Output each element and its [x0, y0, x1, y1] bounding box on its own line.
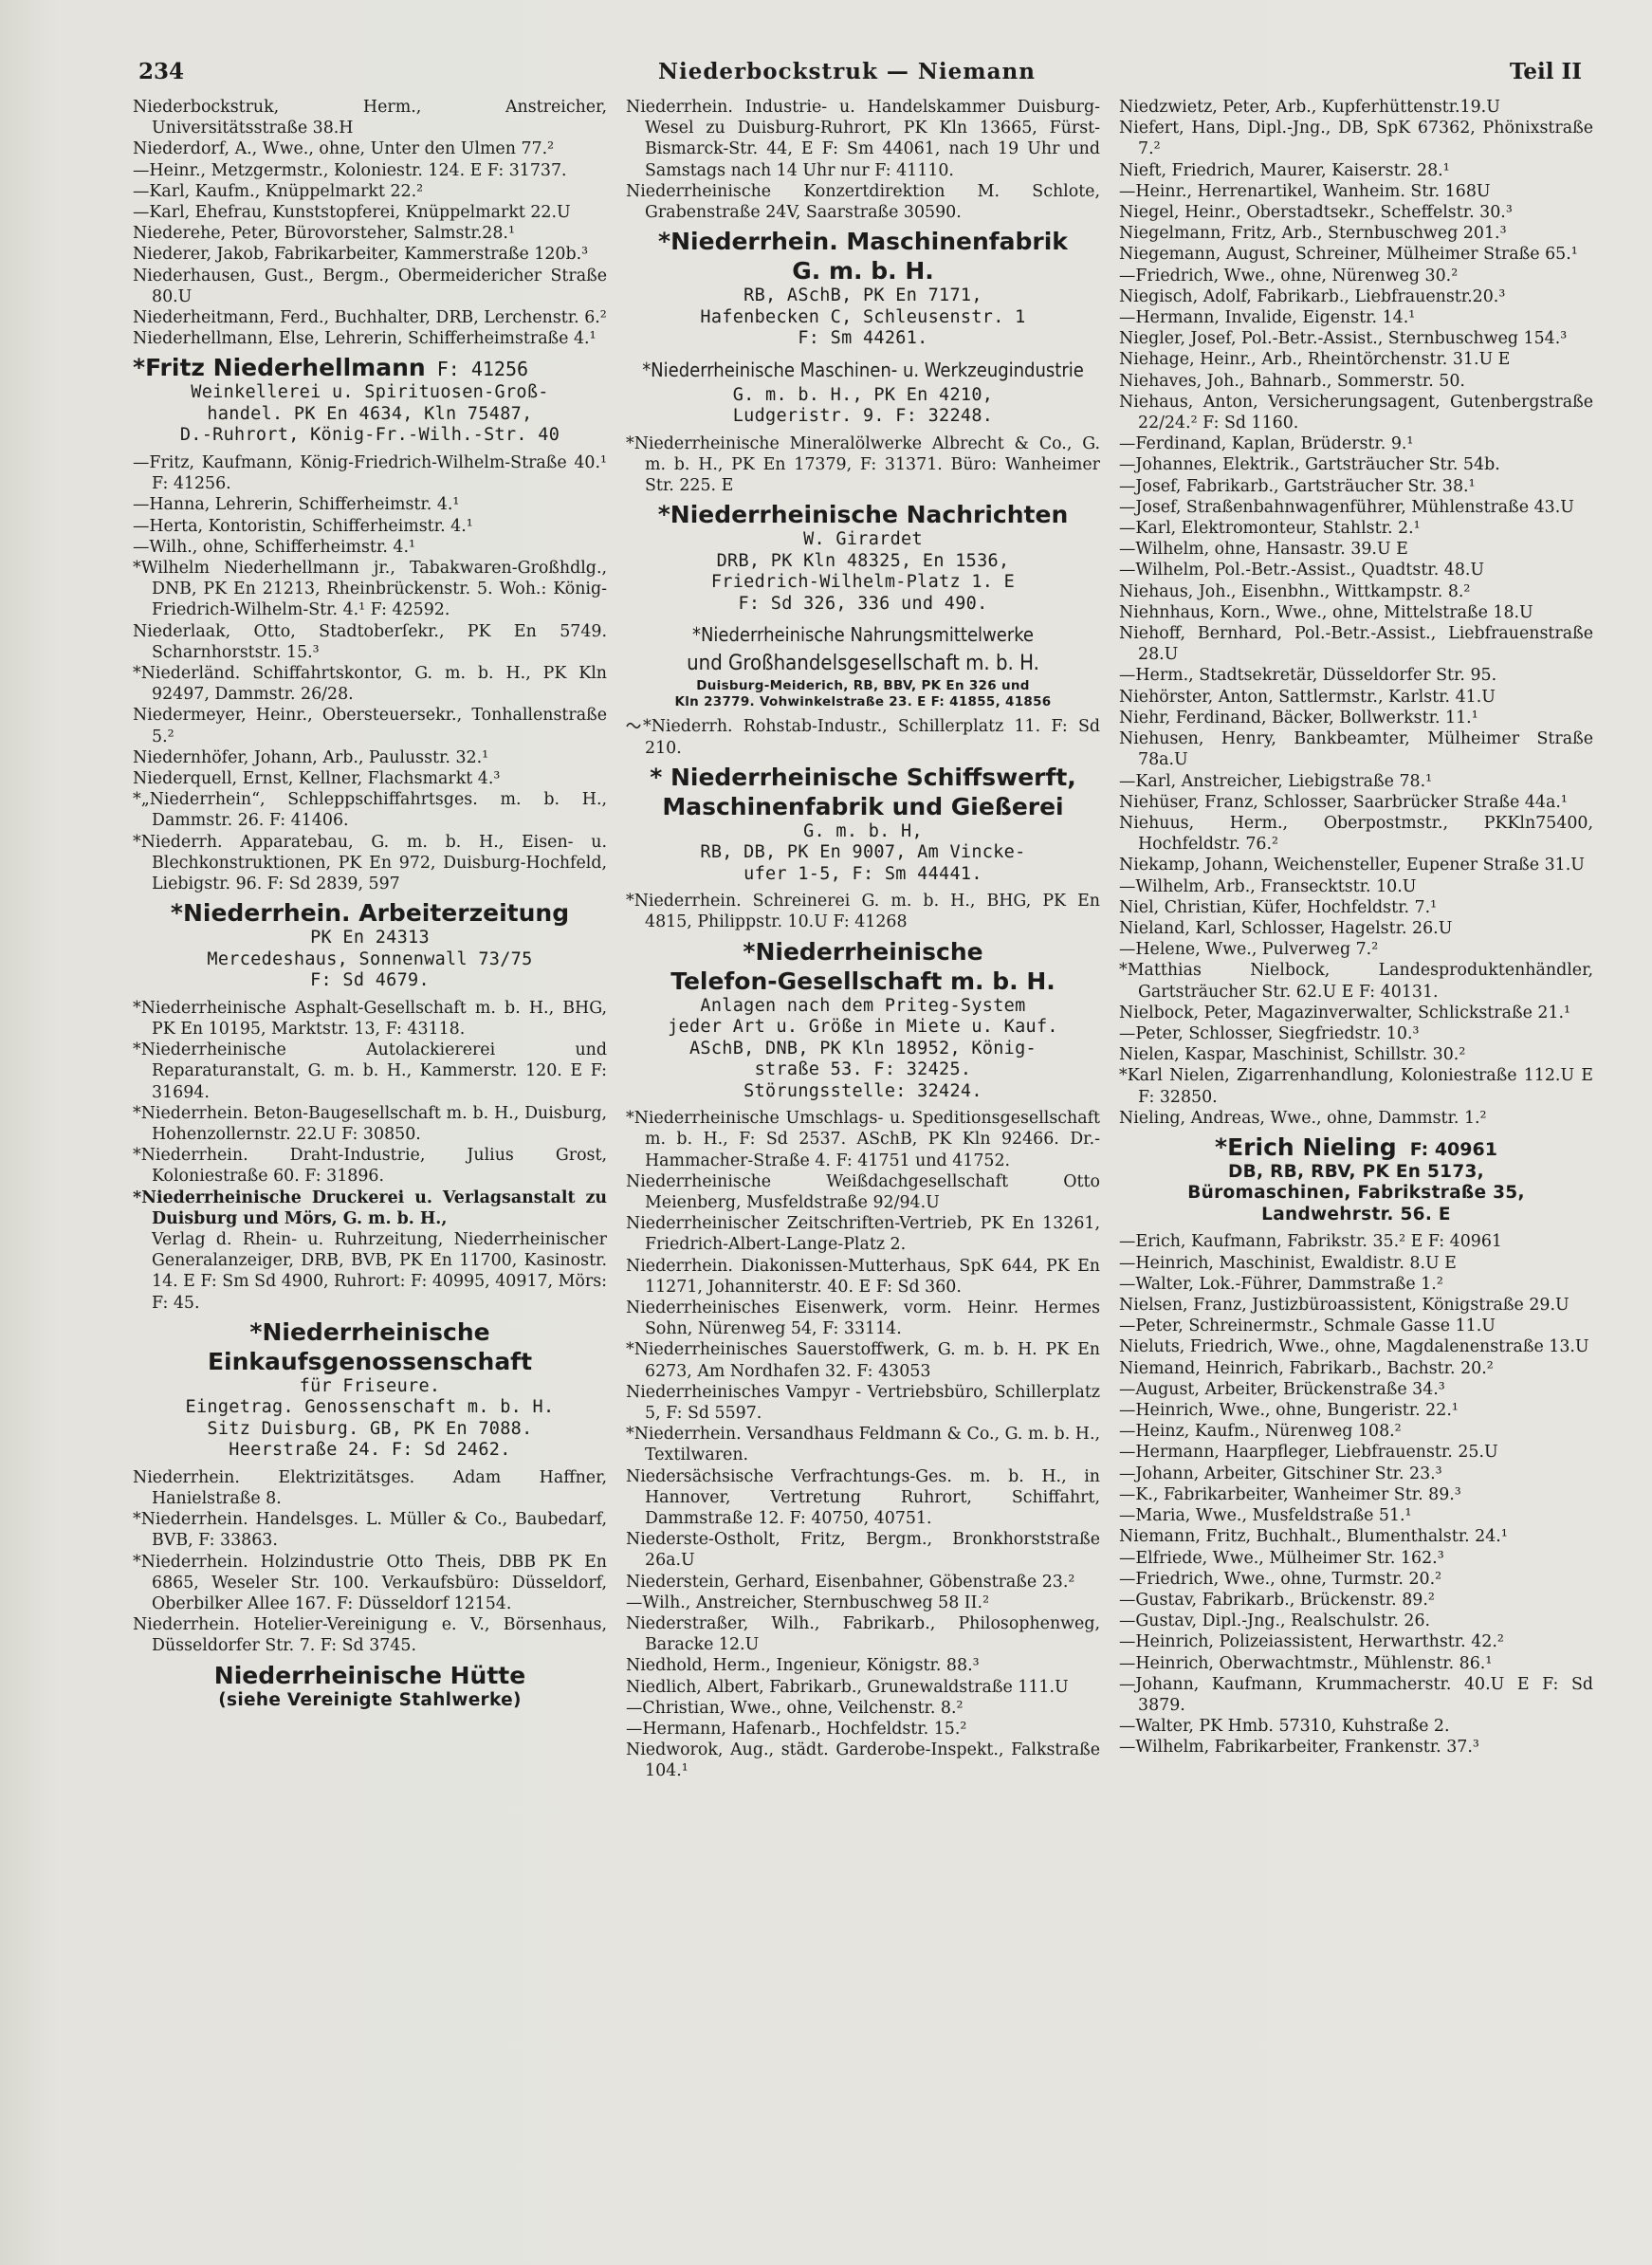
list-item: —Christian, Wwe., ohne, Veilchenstr. 8.² — [626, 1698, 964, 1718]
ad-line: für Friseure. — [299, 1375, 441, 1396]
list-item: Nieling, Andreas, Wwe., ohne, Dammstr. 1.² — [1119, 1108, 1487, 1128]
list-item: Niehaves, Joh., Bahnarb., Sommerstr. 50. — [1119, 371, 1465, 391]
list-item: —Walter, Lok.-Führer, Dammstraße 1.² — [1119, 1274, 1443, 1294]
list-item: Niegelmann, Fritz, Arb., Sternbuschweg 201.³ — [1119, 224, 1507, 244]
list-item: Nieft, Friedrich, Maurer, Kaiserstr. 28.¹ — [1119, 160, 1450, 180]
ad-title: *Niederrheinische Maschinen- u. Werkzeugindustrie — [642, 358, 1084, 381]
ad-title: Niederrheinische Hütte — [213, 1661, 526, 1689]
list-item: *Niederrheinisches Sauerstoffwerk, G. m. b. H. PK En 6273, Am Nordhafen 32. F: 43053 — [626, 1340, 1100, 1381]
list-item: —Peter, Schreinermstr., Schmale Gasse 11.U — [1119, 1317, 1496, 1336]
list-item: Nielsen, Franz, Justizbüroassistent, Königstraße 29.U — [1119, 1296, 1569, 1316]
ad-line: Duisburg-Meiderich, RB, BBV, PK En 326 und — [696, 678, 1030, 694]
ad-line: Hafenbecken C, Schleusenstr. 1 — [700, 306, 1026, 327]
list-item: Niederstein, Gerhard, Eisenbahner, Göbenstraße 23.² — [626, 1572, 1075, 1592]
ad-line: F: Sd 4679. — [310, 970, 430, 991]
ad-title: *Niederrheinische Nahrungsmittelwerke — [691, 623, 1035, 647]
ad-title: und Großhandelsgesellschaft m. b. H. — [687, 652, 1039, 676]
list-item: —Wilh., Anstreicher, Sternbuschweg 58 II.² — [626, 1593, 990, 1612]
list-item: Niegisch, Adolf, Fabrikarb., Liebfrauenstr.20.³ — [1119, 286, 1506, 306]
ad-line: (siehe Vereinigte Stahlwerke) — [218, 1689, 522, 1710]
list-item: Niehusen, Henry, Bankbeamter, Mülheimer Straße 78a.U — [1119, 729, 1593, 770]
ad-line: Anlagen nach dem Priteg-System — [700, 995, 1026, 1016]
list-item: Niederbockstruk, Herm., Anstreicher, Universitätsstraße 38.H — [133, 98, 607, 138]
ad-line: Eingetrag. Genossenschaft m. b. H. — [185, 1397, 555, 1418]
list-item: Niederquell, Ernst, Kellner, Flachsmarkt 4.³ — [133, 768, 501, 788]
ad-line: Störungsstelle: 32424. — [743, 1080, 982, 1101]
ad-line: Landwehrstr. 56. E — [1261, 1204, 1451, 1225]
list-item: Niel, Christian, Küfer, Hochfeldstr. 7.¹ — [1119, 897, 1438, 917]
list-item: —August, Arbeiter, Brückenstraße 34.³ — [1119, 1379, 1445, 1399]
list-item: *Karl Nielen, Zigarrenhandlung, Koloniestraße 112.U E F: 32850. — [1119, 1066, 1593, 1107]
list-item: Niehaus, Joh., Eisenbhn., Wittkampstr. 8.² — [1119, 581, 1471, 601]
list-item: Niegel, Heinr., Oberstadtsekr., Scheffelstr. 30.³ — [1119, 203, 1513, 223]
ad-line: Kln 23779. Vohwinkelstraße 23. E F: 41855, 41856 — [674, 694, 1052, 710]
list-item: Niederehe, Peter, Bürovorsteher, Salmstr.28.¹ — [133, 224, 515, 244]
ad-line: ufer 1-5, F: Sm 44441. — [743, 863, 982, 884]
list-item: Verlag d. Rhein- u. Ruhrzeitung, Niederrheinischer Generalanzeiger, DRB, BVB, PK En 11700, Kasinostr. 14. E F: Sm Sd 4900, Ruhrort: F: 40995, 40917, Mörs: F: 45. — [152, 1229, 607, 1313]
list-item: Nieland, Karl, Schlosser, Hagelstr. 26.U — [1119, 918, 1453, 938]
advertisement — [626, 227, 1100, 350]
list-item: Niederrheinisches Vampyr - Vertriebsbüro, Schillerplatz 5, F: Sd 5597. — [626, 1382, 1100, 1423]
column-3 — [1119, 97, 1593, 2231]
ad-line: Friedrich-Wilhelm-Platz 1. E — [710, 572, 1016, 593]
ad-line: straße 53. F: 32425. — [754, 1059, 972, 1080]
advertisement — [626, 763, 1100, 886]
advertisement — [133, 1317, 607, 1462]
ad-title: Einkaufsgenossenschaft — [207, 1347, 533, 1375]
ad-title: *Niederrheinische — [249, 1317, 490, 1346]
list-item: *Niederrhein. Draht-Industrie, Julius Grost, Koloniestraße 60. F: 31896. — [133, 1146, 607, 1187]
list-item: —Karl, Kaufm., Knüppelmarkt 22.² — [133, 181, 424, 201]
list-item: —Wilhelm, ohne, Hansastr. 39.U E — [1119, 540, 1408, 560]
list-item: Niehr, Ferdinand, Bäcker, Bollwerkstr. 11.¹ — [1119, 708, 1478, 727]
page-header — [133, 59, 1595, 97]
list-item: Niedhold, Herm., Ingenieur, Königstr. 88.³ — [626, 1656, 980, 1676]
list-item: Niederrheinischer Zeitschriften-Vertrieb, PK En 13261, Friedrich-Albert-Lange-Platz 2. — [626, 1214, 1100, 1255]
ad-line: jeder Art u. Größe in Miete u. Kauf. — [668, 1017, 1058, 1038]
list-item: Niedzwietz, Peter, Arb., Kupferhüttenstr.19.U — [1119, 98, 1500, 117]
list-item: —Heinrich, Wwe., ohne, Bungeristr. 22.¹ — [1119, 1401, 1459, 1421]
ad-line: Ludgeristr. 9. F: 32248. — [732, 406, 994, 427]
list-item: *Wilhelm Niederhellmann jr., Tabakwaren-Großhdlg., DNB, PK En 21213, Rheinbrückenstr. 5. Woh.: König-Friedrich-Wilhelm-Str. 4.¹ F: 42592. — [133, 558, 607, 620]
ad-title: *Niederrheinische — [743, 937, 983, 966]
ad-title: *Erich Nieling — [1215, 1132, 1397, 1161]
ad-title: *Niederrhein. Maschinenfabrik — [658, 228, 1068, 256]
list-item: —Heinr., Metzgermstr., Koloniestr. 124. E F: 31737. — [133, 160, 567, 180]
ad-title: Maschinenfabrik und Gießerei — [662, 792, 1064, 820]
list-item: Niekamp, Johann, Weichensteller, Eupener Straße 31.U — [1119, 856, 1585, 875]
list-item: Niederlaak, Otto, Stadtoberſekr., PK En 5749. Scharnhorststr. 15.³ — [133, 621, 607, 662]
list-item: *Niederrhein. Handelsges. L. Müller & Co., Baubedarf, BVB, F: 33863. — [133, 1510, 607, 1551]
list-item: —Gustav, Dipl.-Jng., Realschulstr. 26. — [1119, 1611, 1431, 1631]
list-item: *Niederrhein. Holzindustrie Otto Theis, DBB PK En 6865, Weseler Str. 100. Verkaufsbüro: Düsseldorf, Oberbilker Allee 167. F: Düsseldorf 12154. — [133, 1552, 607, 1613]
ad-line: RB, DB, PK En 9007, Am Vincke- — [700, 842, 1026, 863]
list-item: *Niederrheinische Umschlags- u. Speditionsgesellschaft m. b. H., F: Sd 2537. ASchB, PK Kln 92466. Dr.-Hammacher-Straße 4. F: 41751 und 41752. — [626, 1109, 1100, 1170]
list-item: —Karl, Anstreicher, Liebigstraße 78.¹ — [1119, 771, 1433, 791]
list-item: *Niederrheinische Asphalt-Gesellschaft m. b. H., BHG, PK En 10195, Marktstr. 13, F: 43118. — [133, 998, 607, 1039]
list-item: *Niederrhein. Schreinerei G. m. b. H., BHG, PK En 4815, Philippstr. 10.U F: 41268 — [626, 892, 1100, 932]
list-item: —Ferdinand, Kaplan, Brüderstr. 9.¹ — [1119, 434, 1414, 454]
advertisement — [626, 356, 1100, 428]
ad-title: *Niederrhein. Arbeiterzeitung — [170, 899, 570, 928]
list-item: Niedworok, Aug., städt. Garderobe-Inspekt., Falkstraße 104.¹ — [626, 1740, 1100, 1781]
ad-title: *Fritz Niederhellmann — [133, 354, 426, 382]
advertisement — [133, 898, 607, 992]
list-item: *Niederrheinische Mineralölwerke Albrecht & Co., G. m. b. H., PK En 17379, F: 31371. Büro: Wanheimer Str. 225. E — [626, 433, 1100, 496]
list-item: Niederrhein. Elektrizitätsges. Adam Haffner, Hanielstraße 8. — [133, 1467, 607, 1508]
list-item: —Walter, PK Hmb. 57310, Kuhstraße 2. — [1119, 1717, 1450, 1737]
list-item: —Gustav, Fabrikarb., Brückenstr. 89.² — [1119, 1590, 1435, 1610]
list-item: Niefert, Hans, Dipl.-Jng., DB, SpK 67362, Phönixstraße 7.² — [1119, 119, 1593, 159]
list-item: —K., Fabrikarbeiter, Wanheimer Str. 89.³ — [1119, 1484, 1461, 1504]
list-item: —Friedrich, Wwe., ohne, Turmstr. 20.² — [1119, 1569, 1442, 1589]
list-item: Niehuus, Herm., Oberpostmstr., PKKln75400, Hochfeldstr. 76.² — [1119, 813, 1593, 855]
list-item: —Heinrich, Maschinist, Ewaldistr. 8.U E — [1119, 1253, 1457, 1273]
ad-line: DB, RB, RBV, PK En 5173, — [1227, 1161, 1485, 1182]
list-item: Niemand, Heinrich, Fabrikarb., Bachstr. 20.² — [1119, 1358, 1494, 1378]
list-item: *Niederrhein. Versandhaus Feldmann & Co., G. m. b. H., Textilwaren. — [626, 1425, 1100, 1465]
list-item: *Niederrheinische Druckerei u. Verlagsanstalt zu Duisburg und Mörs, G. m. b. H., — [133, 1188, 607, 1228]
list-item: Niederrhein. Industrie- u. Handelskammer Duisburg-Wesel zu Duisburg-Ruhrort, PK Kln 13665, Fürst-Bismarck-Str. 44, E F: Sm 44061, nach 19 Uhr und Samstags nach 14 Uhr nur F: 41110. — [626, 98, 1100, 180]
list-item: *Niederländ. Schiffahrtskontor, G. m. b. H., PK Kln 92497, Dammstr. 26/28. — [133, 663, 607, 705]
list-item: —Heinrich, Oberwachtmstr., Mühlenstr. 86.¹ — [1119, 1653, 1493, 1673]
ad-line: G. m. b. H, — [803, 820, 923, 841]
ad-line: G. m. b. H., PK En 4210, — [732, 384, 994, 405]
list-item: —Karl, Ehefrau, Kunststopferei, Knüppelmarkt 22.U — [133, 203, 571, 223]
list-item: Niederdorf, A., Wwe., ohne, Unter den Ulmen 77.² — [133, 139, 555, 159]
list-item: —Fritz, Kaufmann, König-Friedrich-Wilhelm-Straße 40.¹ F: 41256. — [133, 452, 607, 494]
list-item: —Heinrich, Polizeiassistent, Herwarthstr. 42.² — [1119, 1632, 1504, 1652]
ad-title: G. m. b. H. — [792, 257, 934, 285]
ad-phone: F: 41256 — [436, 358, 529, 381]
ad-line: Heerstraße 24. F: Sd 2462. — [229, 1440, 511, 1461]
list-item — [626, 716, 1100, 758]
columns — [133, 97, 1595, 2231]
list-item: Niemann, Fritz, Buchhalt., Blumenthalstr. 24.¹ — [1119, 1527, 1508, 1547]
ad-line: RB, ASchB, PK En 7171, — [743, 285, 982, 306]
ad-line: Mercedeshaus, Sonnenwall 73/75 — [207, 948, 533, 969]
list-item: —Herta, Kontoristin, Schifferheimstr. 4.¹ — [133, 516, 473, 536]
ad-title: * Niederrheinische Schiffswerft, — [650, 763, 1076, 791]
ad-phone: F: 40961 — [1409, 1138, 1497, 1160]
list-item: Niehaus, Anton, Versicherungsagent, Gutenbergstraße 22/24.² F: Sd 1160. — [1119, 392, 1593, 433]
list-item: Niegler, Josef, Pol.-Betr.-Assist., Sternbuschweg 154.³ — [1119, 329, 1568, 349]
list-item: —Karl, Elektromonteur, Stahlstr. 2.¹ — [1119, 519, 1421, 539]
list-item-text: *Niederrh. Rohstab-Industr., Schillerplatz 11. F: Sd 210. — [643, 717, 1100, 758]
ad-line: Büromaschinen, Fabrikstraße 35, — [1187, 1183, 1525, 1204]
list-item: Niederrheinische Weißdachgesellschaft Otto Meienberg, Musfeldstraße 92/94.U — [626, 1171, 1100, 1212]
list-item: Niegemann, August, Schreiner, Mülheimer Straße 65.¹ — [1119, 245, 1578, 265]
list-item: —Wilhelm, Pol.-Betr.-Assist., Quadtstr. 48.U — [1119, 561, 1485, 580]
list-item: —Heinr., Herrenartikel, Wanheim. Str. 168U — [1119, 181, 1491, 201]
list-item: Nielen, Kaspar, Maschinist, Schillstr. 30.² — [1119, 1045, 1466, 1065]
list-item: Nieluts, Friedrich, Wwe., ohne, Magdalenenstraße 13.U — [1119, 1337, 1589, 1357]
advertisement — [626, 620, 1100, 710]
ad-line: F: Sd 326, 336 und 490. — [738, 593, 988, 614]
ad-line: DRB, PK Kln 48325, En 1536, — [716, 550, 1010, 571]
list-item: —Wilhelm, Fabrikarbeiter, Frankenstr. 37.³ — [1119, 1738, 1479, 1758]
advertisement — [133, 1661, 607, 1712]
list-item: —Wilh., ohne, Schifferheimstr. 4.¹ — [133, 537, 415, 557]
list-item: Niederstraßer, Wilh., Fabrikarb., Philosophenweg, Baracke 12.U — [626, 1614, 1100, 1655]
list-item: —Josef, Fabrikarb., Gartsträucher Str. 38.¹ — [1119, 476, 1476, 496]
tilde-icon — [626, 719, 641, 732]
list-item: Niedermeyer, Heinr., Obersteuersekr., Tonhallenstraße 5.² — [133, 706, 607, 746]
list-item: Niederrheinische Konzertdirektion M. Schlote, Grabenstraße 24V, Saarstraße 30590. — [626, 181, 1100, 223]
advertisement — [1119, 1132, 1593, 1226]
list-item: —Hermann, Hafenarb., Hochfeldstr. 15.² — [626, 1720, 967, 1740]
ad-title: *Niederrheinische Nachrichten — [657, 501, 1069, 529]
list-item: Niedersächsische Verfrachtungs-Ges. m. b. H., in Hannover, Vertretung Ruhrort, Schiffahrt, Dammstraße 12. F: 40750, 40751. — [626, 1466, 1100, 1528]
list-item: —Erich, Kaufmann, Fabrikstr. 35.² E F: 40961 — [1119, 1232, 1502, 1252]
list-item: Niehnhaus, Korn., Wwe., ohne, Mittelstraße 18.U — [1119, 602, 1533, 622]
list-item: Niederhellmann, Else, Lehrerin, Schifferheimstraße 4.¹ — [133, 329, 597, 349]
list-item: Niedernhöfer, Johann, Arb., Paulusstr. 32.¹ — [133, 747, 489, 767]
list-item: Niederrhein. Hotelier-Vereinigung e. V., Börsenhaus, Düsseldorfer Str. 7. F: Sd 3745. — [133, 1615, 607, 1656]
list-item: Niederer, Jakob, Fabrikarbeiter, Kammerstraße 120b.³ — [133, 245, 589, 265]
advertisement — [626, 500, 1100, 615]
ad-line: W. Girardet — [803, 529, 923, 550]
list-item: Niehüser, Franz, Schlosser, Saarbrücker Straße 44a.¹ — [1119, 792, 1568, 812]
list-item: —Johannes, Elektrik., Gartsträucher Str. 54b. — [1119, 455, 1500, 475]
list-item: Niederhausen, Gust., Bergm., Obermeidericher Straße 80.U — [133, 266, 607, 306]
list-item: —Peter, Schlosser, Siegfriedstr. 10.³ — [1119, 1023, 1420, 1043]
ad-line: PK En 24313 — [310, 928, 430, 948]
list-item: Niederste-Ostholt, Fritz, Bergm., Bronkhorststraße 26a.U — [626, 1530, 1100, 1571]
list-item: Niederrheinisches Eisenwerk, vorm. Heinr. Hermes Sohn, Nürenweg 54, F: 33114. — [626, 1298, 1100, 1339]
list-item: *Niederrheinische Autolackiererei und Reparaturanstalt, G. m. b. H., Kammerstr. 120. E F: 31694. — [133, 1040, 607, 1102]
ad-line: handel. PK En 4634, Kln 75487, — [207, 403, 533, 424]
ad-line: F: Sm 44261. — [798, 328, 928, 349]
list-item: *Matthias Nielbock, Landesproduktenhändler, Gartsträucher Str. 62.U E F: 40131. — [1119, 961, 1593, 1002]
list-item: Niehörster, Anton, Sattlermstr., Karlstr. 41.U — [1119, 687, 1496, 707]
list-item: Niedlich, Albert, Fabrikarb., Grunewaldstraße 111.U — [626, 1677, 1069, 1697]
running-head: Niederbockstruk — Niemann — [657, 59, 1036, 84]
list-item: *Niederrh. Apparatebau, G. m. b. H., Eisen- u. Blechkonstruktionen, PK En 972, Duisburg-Hochfeld, Liebigstr. 96. F: Sd 2839, 597 — [133, 832, 607, 893]
column-1 — [133, 97, 607, 2231]
ad-line: Weinkellerei u. Spirituosen-Groß- — [191, 382, 549, 403]
ad-line: ASchB, DNB, PK Kln 18952, König- — [688, 1038, 1037, 1059]
list-item: Niederheitmann, Ferd., Buchhalter, DRB, Lerchenstr. 6.² — [133, 308, 607, 328]
ad-line: D.-Ruhrort, König-Fr.-Wilh.-Str. 40 — [179, 425, 560, 446]
ad-line: Sitz Duisburg. GB, PK En 7088. — [207, 1418, 533, 1439]
list-item: Nielbock, Peter, Magazinverwalter, Schlickstraße 21.¹ — [1119, 1003, 1571, 1022]
list-item: —Johann, Arbeiter, Gitschiner Str. 23.³ — [1119, 1464, 1442, 1483]
list-item: —Hanna, Lehrerin, Schifferheimstr. 4.¹ — [133, 495, 460, 515]
advertisement — [133, 353, 607, 447]
column-2 — [626, 97, 1100, 2231]
list-item: Niehage, Heinr., Arb., Rheintörchenstr. 31.U E — [1119, 350, 1511, 370]
list-item: —Johann, Kaufmann, Krummacherstr. 40.U E F: Sd 3879. — [1119, 1674, 1593, 1715]
list-item: —Friedrich, Wwe., ohne, Nürenweg 30.² — [1119, 266, 1459, 285]
list-item: —Elfriede, Wwe., Mülheimer Str. 162.³ — [1119, 1548, 1444, 1568]
list-item: —Maria, Wwe., Musfeldstraße 51.¹ — [1119, 1506, 1412, 1526]
list-item: —Josef, Straßenbahnwagenführer, Mühlenstraße 43.U — [1119, 497, 1574, 517]
list-item: —Wilhelm, Arb., Fransecktstr. 10.U — [1119, 876, 1417, 896]
list-item: Niederrhein. Diakonissen-Mutterhaus, SpK 644, PK En 11271, Johanniterstr. 40. E F: Sd 360. — [626, 1256, 1100, 1297]
list-item: —Hermann, Haarpfleger, Liebfrauenstr. 25.U — [1119, 1443, 1498, 1463]
ad-heading — [1119, 1132, 1593, 1162]
ad-heading — [133, 353, 607, 382]
list-item: —Herm., Stadtsekretär, Düsseldorfer Str. 95. — [1119, 666, 1497, 686]
list-item: —Heinz, Kaufm., Nürenweg 108.² — [1119, 1422, 1402, 1442]
list-item: *Niederrhein. Beton-Baugesellschaft m. b. H., Duisburg, Hohenzollernstr. 22.U F: 30850. — [133, 1103, 607, 1144]
advertisement — [626, 937, 1100, 1103]
part-label: Teil II — [1509, 59, 1582, 84]
list-item: —Hermann, Invalide, Eigenstr. 14.¹ — [1119, 308, 1416, 328]
list-item: *„Niederrhein“, Schleppschiffahrtsges. m. b. H., Dammstr. 26. F: 41406. — [133, 790, 607, 831]
ad-title: Telefon-Gesellschaft m. b. H. — [670, 967, 1055, 995]
list-item: Niehoff, Bernhard, Pol.-Betr.-Assist., Liebfrauenstraße 28.U — [1119, 624, 1593, 665]
page-number: 234 — [138, 59, 185, 84]
list-item: —Helene, Wwe., Pulverweg 7.² — [1119, 940, 1379, 960]
